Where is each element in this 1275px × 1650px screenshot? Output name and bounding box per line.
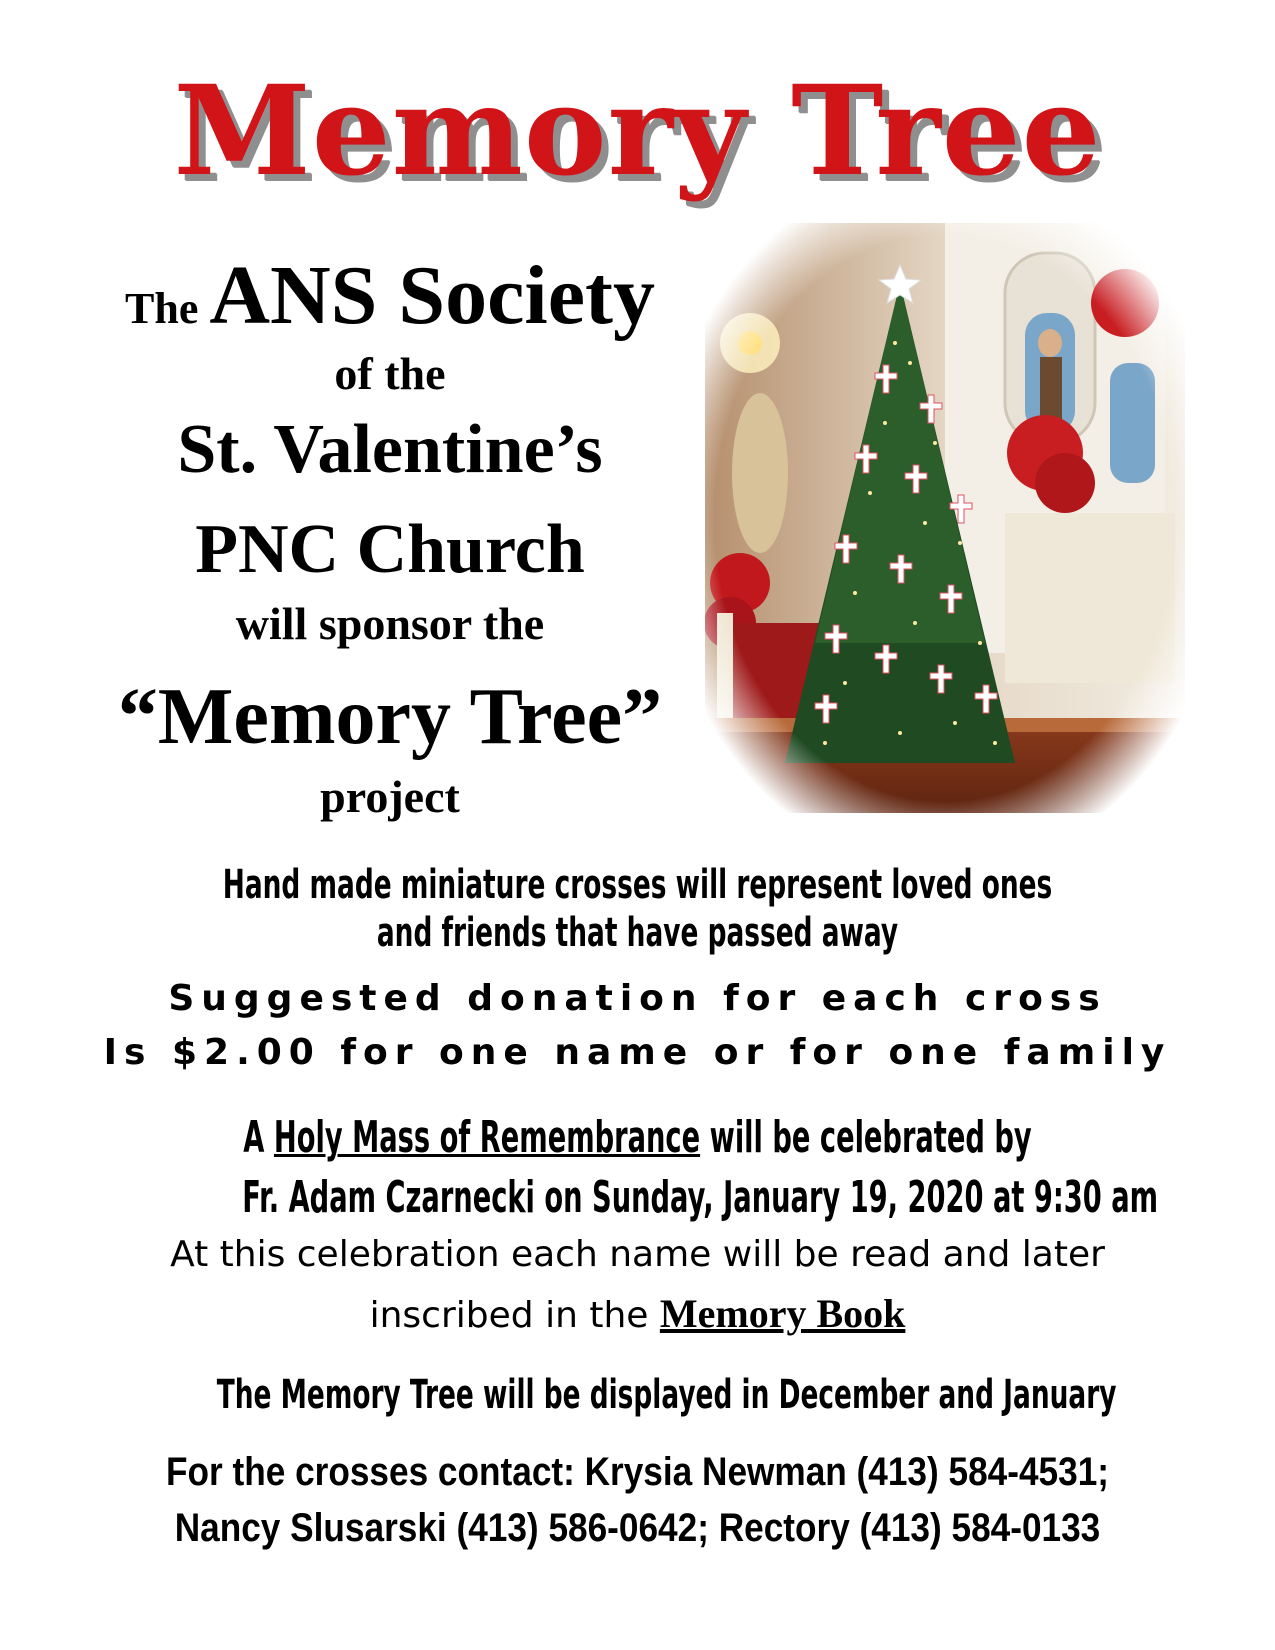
mass-line1	[242, 1112, 1033, 1163]
memory-book: Memory Book	[659, 1291, 906, 1336]
mass-prefix: A	[243, 1112, 265, 1163]
photo-vignette	[705, 223, 1185, 813]
donation-line1: Suggested donation for each cross	[168, 978, 1107, 1019]
celebration-prefix: inscribed in the	[369, 1295, 649, 1336]
celebration-line1: At this celebration each name will be read and later	[170, 1234, 1105, 1275]
church-name-line1: St. Valentine’s	[177, 411, 603, 488]
contact-line2: Nancy Slusarski (413) 586-0642; Rectory (413) 584-0133	[174, 1506, 1101, 1550]
project-text: project	[320, 771, 460, 822]
christmas-tree-photo	[705, 223, 1185, 813]
sponsor-text: will sponsor the	[235, 598, 545, 649]
intro-the-ans-society	[60, 247, 720, 344]
church-name-line2: PNC Church	[195, 511, 585, 588]
flyer-title: Memory Tree	[173, 59, 1102, 204]
intro-the: The	[125, 284, 199, 333]
mass-line2: Fr. Adam Czarnecki on Sunday, January 19, 2020 at 9:30 am	[242, 1172, 1159, 1223]
project-name: “Memory Tree”	[117, 673, 663, 761]
intro-ans-society: ANS Society	[209, 249, 655, 342]
donation-line2: Is $2.00 for one name or for one family	[103, 1032, 1172, 1073]
celebration-line2	[0, 1290, 1275, 1337]
intro-of-the: of the	[334, 348, 446, 399]
display-note: The Memory Tree will be displayed in December and January	[216, 1372, 1117, 1418]
mass-event-name: Holy Mass of Remembrance	[273, 1112, 701, 1163]
crosses-text-line1: Hand made miniature crosses will represent loved ones	[222, 862, 1053, 908]
mass-suffix: will be celebrated by	[709, 1112, 1032, 1163]
contact-line1: For the crosses contact: Krysia Newman (413) 584-4531;	[166, 1450, 1109, 1494]
crosses-text-line2: and friends that have passed away	[376, 910, 899, 956]
